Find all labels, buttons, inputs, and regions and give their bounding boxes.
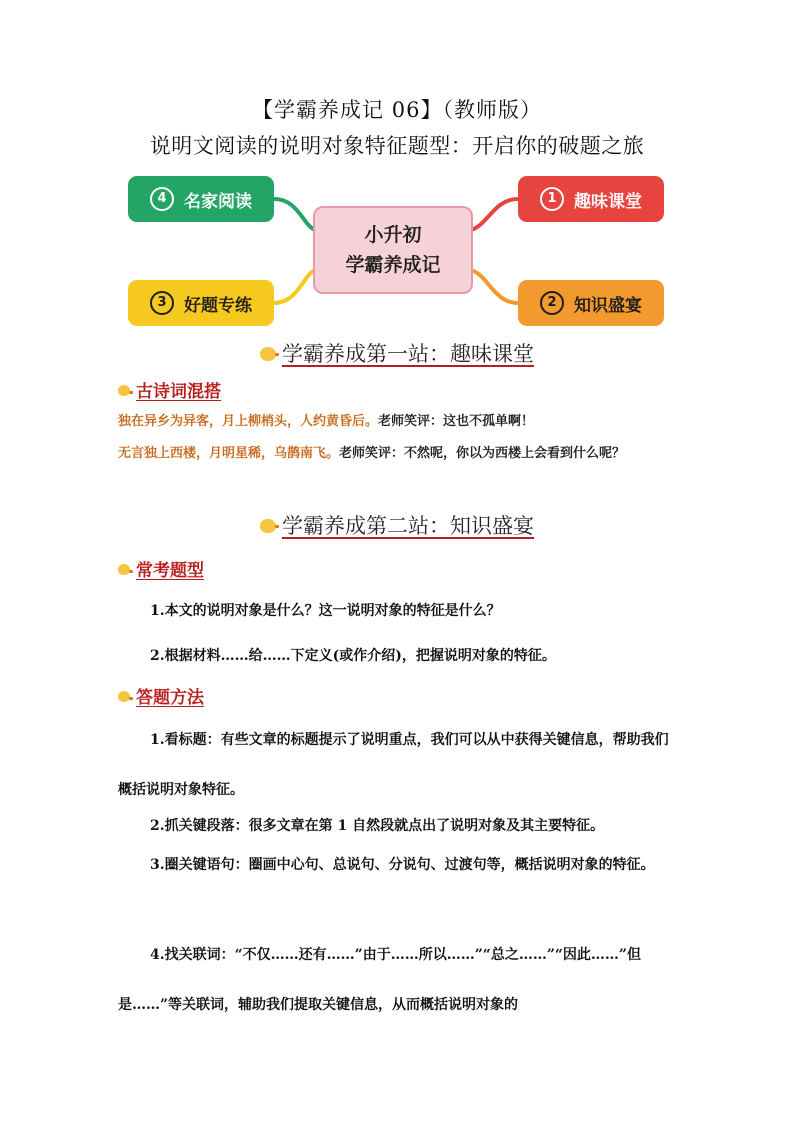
poem2-comment: 老师笑评：不然呢，你以为西楼上会看到什么呢？ <box>339 446 626 461</box>
branch-reading <box>128 176 274 222</box>
poem2-verse: 无言独上西楼，月明星稀，乌鹊南飞。 <box>118 446 340 461</box>
chick-icon <box>118 691 130 702</box>
poem1-comment: 老师笑评：这也不孤单啊！ <box>378 414 535 429</box>
station2-subheading-2-text: 答题方法 <box>136 688 204 708</box>
station2-subheading-1-text: 常考题型 <box>136 561 204 581</box>
branch-number-1: 1 <box>540 187 564 211</box>
chick-icon <box>260 347 276 361</box>
poem1-verse: 独在异乡为异客，月上柳梢头，人约黄昏后。 <box>118 414 379 429</box>
poem-block <box>118 406 678 470</box>
station1-subheading <box>118 377 221 402</box>
chick-icon <box>260 519 276 533</box>
poem-line-2 <box>118 438 678 470</box>
chick-icon <box>118 564 130 575</box>
branch-number-2: 2 <box>540 291 564 315</box>
method-4: 4.找关联词：“不仅……还有……”由于……所以……”“总之……”“因此……”但是……”等关联词，辅助我们提取关键信息，从而概括说明对象的 <box>118 947 641 1013</box>
station2-subheading-2 <box>118 683 204 708</box>
branch-practice <box>128 280 274 326</box>
center-label-line2: 学霸养成记 <box>345 254 441 276</box>
poem-line-1 <box>118 406 678 438</box>
station2-heading <box>0 510 794 540</box>
question-1: 1.本文的说明对象是什么？这一说明对象的特征是什么？ <box>150 603 501 619</box>
station2-heading-text: 学霸养成第二站：知识盛宴 <box>282 514 534 538</box>
method-3: 3.圈关键语句：圈画中心句、总说句、分说句、过渡句等，概括说明对象的特征。 <box>150 857 655 873</box>
branch-number-4: 4 <box>150 187 174 211</box>
method-2: 2.抓关键段落：很多文章在第 1 自然段就点出了说明对象及其主要特征。 <box>150 818 605 834</box>
branch-label-practice: 好题专练 <box>184 295 252 316</box>
branch-label-reading: 名家阅读 <box>184 191 252 212</box>
branch-number-3: 3 <box>150 291 174 315</box>
document-subtitle: 说明文阅读的说明对象特征题型：开启你的破题之旅 <box>149 134 645 158</box>
document-title: 【学霸养成记 06】（教师版） <box>252 98 542 122</box>
station2-subheading-1 <box>118 556 204 581</box>
mind-map-center <box>313 206 473 294</box>
question-2: 2.根据材料……给……下定义(或作介绍)，把握说明对象的特征。 <box>150 648 556 664</box>
mind-map <box>128 170 664 330</box>
branch-knowledge <box>518 280 664 326</box>
station1-heading-text: 学霸养成第一站：趣味课堂 <box>282 342 534 366</box>
branch-label-fun-class: 趣味课堂 <box>574 191 642 212</box>
branch-label-knowledge: 知识盛宴 <box>574 295 642 316</box>
branch-fun-class <box>518 176 664 222</box>
chick-icon <box>118 385 130 396</box>
center-label-line1: 小升初 <box>364 224 422 246</box>
station1-heading <box>0 338 794 368</box>
method-1: 1.看标题：有些文章的标题提示了说明重点，我们可以从中获得关键信息，帮助我们概括说明对象特征。 <box>118 732 669 798</box>
station1-subheading-text: 古诗词混搭 <box>136 382 221 402</box>
